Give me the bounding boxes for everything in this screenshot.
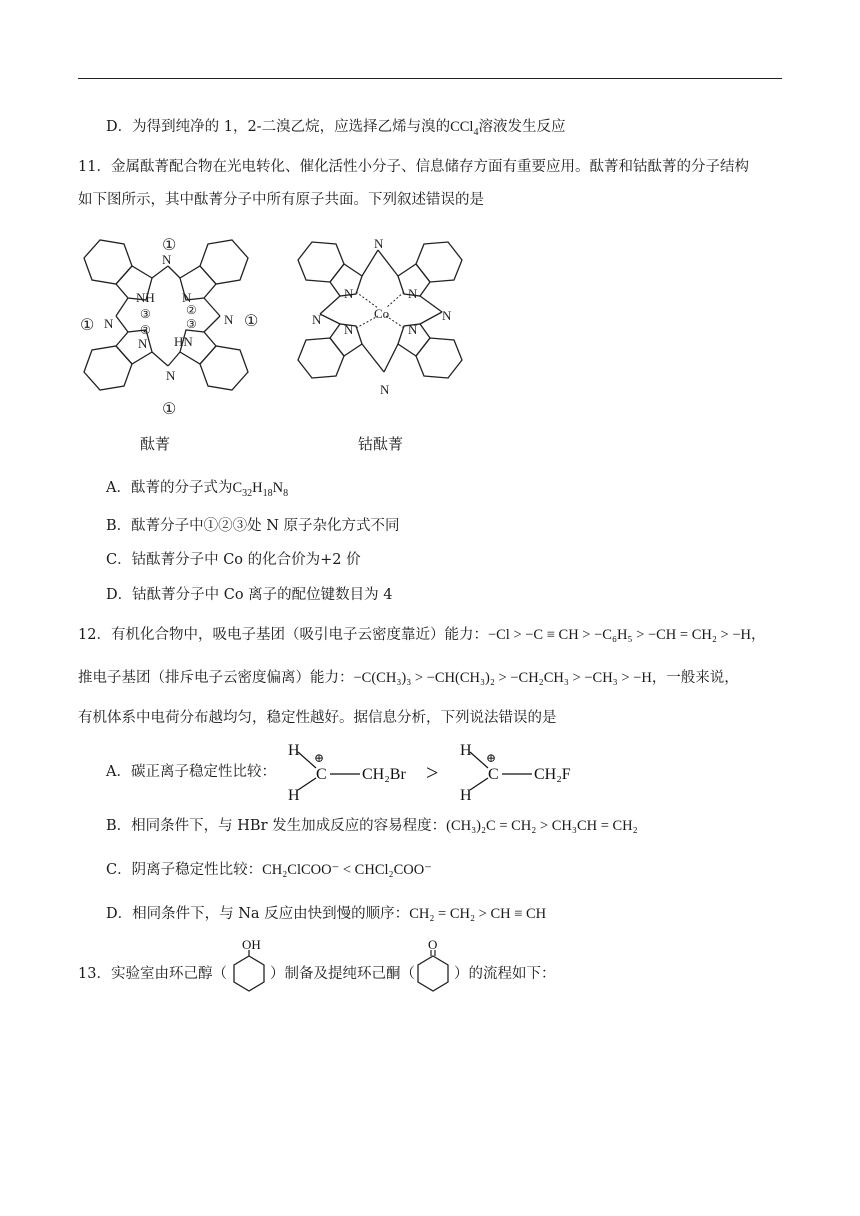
svg-text:CH₂F: CH₂F: [534, 766, 571, 783]
svg-text:N: N: [408, 286, 418, 301]
svg-text:OH: OH: [242, 938, 261, 952]
q12-stem-line3: 有机体系中电荷分布越均匀，稳定性越好。据信息分析，下列说法错误的是: [78, 710, 557, 726]
q13-stem-part1: 13．实验室由环己醇（: [78, 966, 227, 982]
q13-stem-part3: ）的流程如下：: [454, 966, 556, 982]
svg-text:⊕: ⊕: [486, 751, 497, 765]
svg-text:⊕: ⊕: [314, 751, 325, 765]
svg-text:N: N: [442, 308, 452, 323]
svg-text:②: ②: [186, 303, 197, 317]
q12-option-c: C．阴离子稳定性比较：CH₂ClCOO⁻ < CHCl₂COO⁻: [106, 862, 432, 878]
svg-text:N: N: [224, 312, 234, 327]
svg-text:N: N: [182, 290, 192, 305]
svg-text:①: ①: [162, 237, 177, 254]
svg-text:N: N: [162, 252, 172, 267]
q11-stem-line1: 11．金属酞菁配合物在光电转化、催化活性小分子、信息储存方面有重要应用。酞菁和钴酞菁的分子结构: [78, 159, 749, 175]
svg-text:CH₂Br: CH₂Br: [362, 766, 406, 783]
q11-option-b: B．酞菁分子中①②③处 N 原子杂化方式不同: [106, 518, 400, 534]
svg-text:H: H: [288, 787, 300, 804]
q12-option-a-text: A．碳正离子稳定性比较：: [106, 764, 276, 780]
svg-text:C: C: [488, 766, 499, 783]
q12-option-b: B．相同条件下，与 HBr 发生加成反应的容易程度：(CH₃)₂C = CH₂ > CH₃CH = CH₂: [106, 818, 638, 834]
svg-text:NH: NH: [136, 290, 155, 305]
svg-text:N: N: [408, 322, 418, 337]
svg-text:①: ①: [244, 313, 259, 330]
cyclohexanol-structure: [228, 938, 270, 994]
svg-text:>: >: [426, 760, 439, 785]
q12-stem-line2: 推电子基团（排斥电子云密度偏离）能力：−C(CH₃)₃ > −CH(CH₃)₂ > −CH₂CH₃ > −CH₃ > −H，一般来说，: [78, 670, 739, 686]
cobalt-phthalocyanine-figure: [290, 230, 490, 400]
cyclohexanone-structure: [412, 938, 454, 994]
phthalocyanine-figure: [70, 226, 270, 416]
svg-text:Co: Co: [374, 306, 390, 321]
q12-option-d: D．相同条件下，与 Na 反应由快到慢的顺序：CH₂ = CH₂ > CH ≡ CH: [106, 906, 547, 922]
svg-text:③: ③: [140, 307, 151, 321]
q11-option-c: C．钴酞菁分子中 Co 的化合价为+2 价: [106, 552, 361, 568]
svg-text:N: N: [380, 382, 390, 397]
svg-text:N: N: [166, 368, 176, 383]
svg-text:HN: HN: [174, 334, 193, 349]
svg-text:N: N: [374, 236, 384, 251]
svg-text:H: H: [460, 787, 472, 804]
svg-text:①: ①: [162, 401, 177, 416]
svg-text:N: N: [104, 316, 114, 331]
svg-text:①: ①: [80, 317, 95, 334]
header-rule: [78, 78, 782, 79]
svg-text:H: H: [460, 742, 472, 759]
fig-caption-cobalt-phthalocyanine: 钴酞菁: [358, 435, 404, 453]
svg-text:N: N: [312, 312, 322, 327]
svg-text:H: H: [288, 742, 300, 759]
q11-option-a: A．酞菁的分子式为$C_{32}H_{18}N_8$: [106, 480, 289, 499]
svg-text:N: N: [344, 286, 354, 301]
svg-text:②: ②: [140, 323, 151, 337]
svg-text:N: N: [138, 336, 148, 351]
svg-text:C: C: [316, 766, 327, 783]
fig-caption-phthalocyanine: 酞菁: [140, 435, 171, 453]
q12-stem-line1: 12．有机化合物中，吸电子基团（吸引电子云密度靠近）能力：−Cl > −C ≡ CH > −C₆H₅ > −CH = CH₂ > −H，: [78, 627, 766, 643]
q11-option-d: D．钴酞菁分子中 Co 离子的配位键数目为 4: [106, 587, 393, 603]
option-d-prev: D．为得到纯净的 1，2-二溴乙烷，应选择乙烯与溴的CCl$_4$溶液发生反应: [106, 119, 566, 138]
q13-stem-part2: ）制备及提纯环己酮（: [270, 966, 415, 982]
q11-stem-line2: 如下图所示，其中酞菁分子中所有原子共面。下列叙述错误的是: [78, 192, 484, 208]
svg-text:O: O: [428, 938, 438, 952]
svg-text:③: ③: [186, 317, 197, 331]
svg-text:N: N: [344, 322, 354, 337]
carbocation-comparison: [280, 738, 580, 806]
